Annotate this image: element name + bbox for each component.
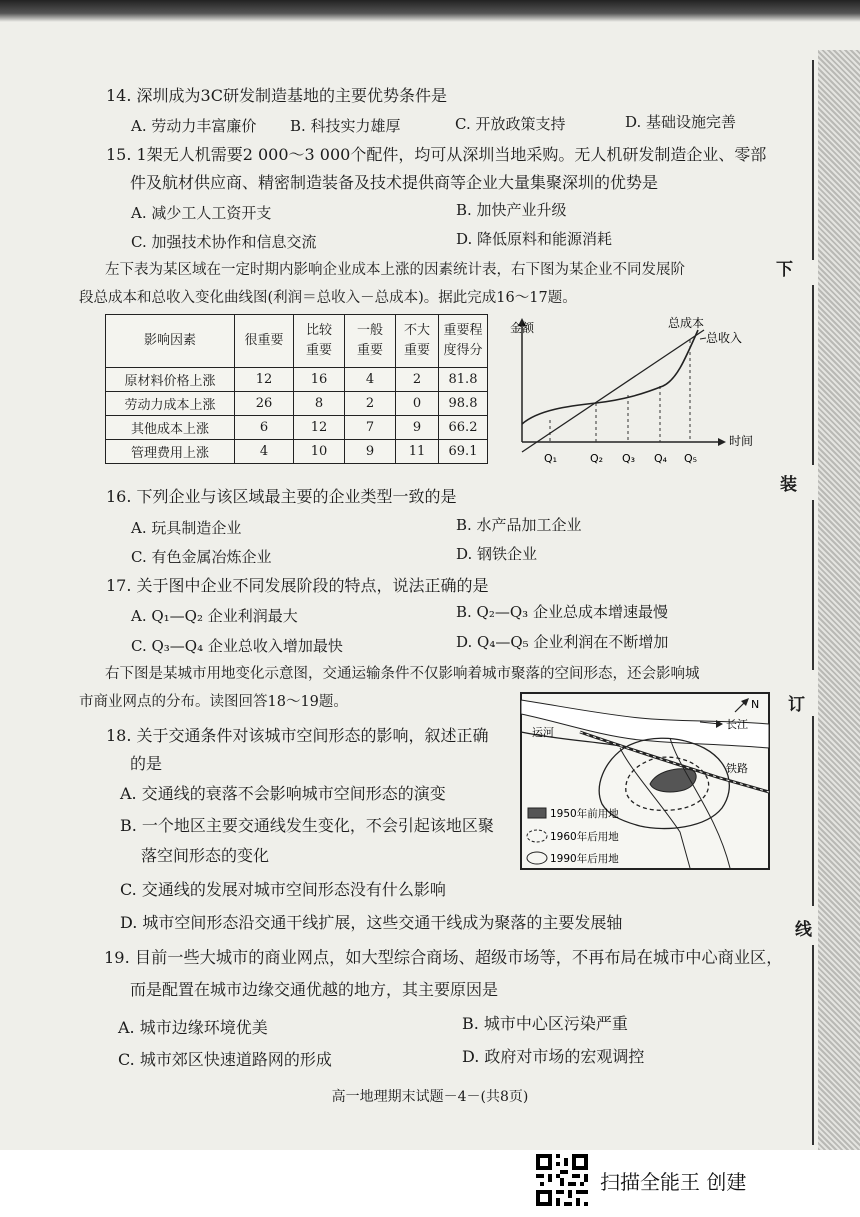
table-cell: 16 <box>294 368 345 392</box>
header-general-important <box>345 315 396 368</box>
table-cell: 原材料价格上涨 <box>106 368 235 392</box>
q18-option-a: A. 交通线的衰落不会影响城市空间形态的演变 <box>120 784 446 803</box>
binding-line <box>812 285 814 465</box>
table-cell: 12 <box>294 416 345 440</box>
table-cell: 66.2 <box>439 416 488 440</box>
binding-char-xia: 下 <box>776 260 793 280</box>
header-text: 影响因素 <box>143 333 196 348</box>
river-label: 长江 <box>726 718 748 731</box>
q15-option-d: D. 降低原料和能源消耗 <box>456 230 613 248</box>
x-axis-label: 时间 <box>729 434 754 448</box>
q18-option-b-line2: 落空间形态的变化 <box>141 846 270 865</box>
header-text: 重要 <box>356 343 383 358</box>
table-cell: 劳动力成本上涨 <box>106 392 235 416</box>
north-label: N <box>751 698 760 711</box>
table-cell: 2 <box>396 368 439 392</box>
q17-stem: 17. 关于图中企业不同发展阶段的特点，说法正确的是 <box>106 576 489 595</box>
legend-1950-swatch <box>528 808 546 818</box>
intro-16-17-line1: 左下表为某区域在一定时期内影响企业成本上涨的因素统计表，右下图为某企业不同发展阶 <box>105 262 685 278</box>
q15-option-c: C. 加强技术协作和信息交流 <box>131 233 317 251</box>
y-axis-label: 金额 <box>510 321 535 335</box>
q15-option-b: B. 加快产业升级 <box>456 201 567 219</box>
table-cell: 12 <box>235 368 294 392</box>
q14-option-a: A. 劳动力丰富廉价 <box>131 117 257 135</box>
q17-option-c: C. Q₃—Q₄ 企业总收入增加最快 <box>131 637 343 655</box>
binding-line <box>812 60 814 260</box>
cost-revenue-chart <box>508 312 768 472</box>
header-text: 重要 <box>305 343 332 358</box>
x-axis-arrow-icon <box>718 438 726 446</box>
q19-stem-line2: 而是配置在城市边缘交通优越的地方，其主要原因是 <box>130 980 499 999</box>
q15-stem-line1: 15. 1架无人机需要2 000～3 000个配件，均可从深圳当地采购。无人机研发制造企业、零部 <box>106 145 767 164</box>
table-row <box>106 416 488 440</box>
q14-option-c: C. 开放政策支持 <box>455 115 566 133</box>
binding-char-ding: 订 <box>788 695 805 715</box>
x-tick-label: Q₄ <box>654 452 668 465</box>
x-tick-label: Q₅ <box>684 452 698 465</box>
q18-stem-line1: 18. 关于交通条件对该城市空间形态的影响，叙述正确 <box>106 726 489 745</box>
legend-total-cost: 总成本 <box>668 316 705 330</box>
binding-margin-texture <box>818 50 860 1150</box>
table-row <box>106 392 488 416</box>
header-text: 比较 <box>305 323 332 338</box>
q18-stem-line2: 的是 <box>130 754 163 773</box>
x-tick-label: Q₃ <box>622 452 636 465</box>
cost-factor-table <box>105 314 488 464</box>
header-factor <box>106 315 235 368</box>
legend-1990-label: 1990年后用地 <box>550 853 619 865</box>
q19-stem-line1: 19. 目前一些大城市的商业网点，如大型综合商场、超级市场等，不再布局在城市中心商业区， <box>104 948 783 967</box>
x-tick-label: Q₂ <box>590 452 604 465</box>
legend-1960-label: 1960年后用地 <box>550 831 619 843</box>
canal-label: 运河 <box>532 726 554 739</box>
q16-stem: 16. 下列企业与该区域最主要的企业类型一致的是 <box>106 487 457 506</box>
q14-option-d: D. 基础设施完善 <box>625 113 737 131</box>
table-cell: 9 <box>396 416 439 440</box>
q17-option-a: A. Q₁—Q₂ 企业利润最大 <box>131 607 298 625</box>
q15-stem-line2: 件及航材供应商、精密制造装备及技术提供商等企业大量集聚深圳的优势是 <box>130 173 659 192</box>
city-landuse-map <box>520 692 770 870</box>
header-text: 重要程 <box>443 323 483 338</box>
table-cell: 2 <box>345 392 396 416</box>
q14-option-b: B. 科技实力雄厚 <box>290 117 401 135</box>
header-text: 度得分 <box>443 343 483 358</box>
table-cell: 6 <box>235 416 294 440</box>
table-row <box>106 440 488 464</box>
binding-line <box>812 500 814 670</box>
table-cell: 其他成本上涨 <box>106 416 235 440</box>
binding-line <box>812 716 814 906</box>
table-cell: 4 <box>235 440 294 464</box>
q17-option-b: B. Q₂—Q₃ 企业总成本增速最慢 <box>456 603 668 621</box>
table-cell: 98.8 <box>439 392 488 416</box>
table-cell: 69.1 <box>439 440 488 464</box>
table-cell: 11 <box>396 440 439 464</box>
header-text: 不大 <box>403 323 430 338</box>
q17-option-d: D. Q₄—Q₅ 企业利润在不断增加 <box>456 633 669 651</box>
q19-option-b: B. 城市中心区污染严重 <box>462 1014 628 1033</box>
table-cell: 81.8 <box>439 368 488 392</box>
binding-line <box>812 945 814 1145</box>
header-text: 很重要 <box>244 333 284 348</box>
intro-18-19-line1: 右下图是某城市用地变化示意图，交通运输条件不仅影响着城市聚落的空间形态，还会影响城 <box>105 666 700 682</box>
q18-option-b-line1: B. 一个地区主要交通线发生变化，不会引起该地区聚 <box>120 816 494 835</box>
q14-stem: 14. 深圳成为3C研发制造基地的主要优势条件是 <box>106 86 447 105</box>
intro-16-17-line2: 段总成本和总收入变化曲线图(利润＝总收入－总成本)。据此完成16～17题。 <box>79 290 577 306</box>
table-cell: 8 <box>294 392 345 416</box>
q15-option-a: A. 减少工人工资开支 <box>131 204 272 222</box>
header-not-important <box>396 315 439 368</box>
scan-top-shadow <box>0 0 860 22</box>
header-text: 一般 <box>356 323 383 338</box>
series-total-cost-line <box>522 330 698 424</box>
header-fairly-important <box>294 315 345 368</box>
header-score <box>439 315 488 368</box>
railway-label: 铁路 <box>726 762 748 775</box>
table-header-row <box>106 315 488 368</box>
table-cell: 4 <box>345 368 396 392</box>
table-row <box>106 368 488 392</box>
table-cell: 0 <box>396 392 439 416</box>
table-cell: 26 <box>235 392 294 416</box>
table-cell: 7 <box>345 416 396 440</box>
header-very-important <box>235 315 294 368</box>
header-text: 重要 <box>403 343 430 358</box>
q18-option-d: D. 城市空间形态沿交通干线扩展，这些交通干线成为聚落的主要发展轴 <box>120 913 623 932</box>
qr-code-icon <box>536 1154 588 1206</box>
q18-option-c: C. 交通线的发展对城市空间形态没有什么影响 <box>120 880 446 899</box>
q19-option-a: A. 城市边缘环境优美 <box>118 1018 268 1037</box>
q16-option-a: A. 玩具制造企业 <box>131 519 242 537</box>
q19-option-d: D. 政府对市场的宏观调控 <box>462 1047 645 1066</box>
q16-option-d: D. 钢铁企业 <box>456 545 538 563</box>
x-tick-label: Q₁ <box>544 452 558 465</box>
page-footer: 高一地理期末试题－4－(共8页) <box>331 1089 529 1105</box>
legend-1950-label: 1950年前用地 <box>550 808 619 820</box>
table-cell: 9 <box>345 440 396 464</box>
q16-option-c: C. 有色金属冶炼企业 <box>131 548 272 566</box>
q19-option-c: C. 城市郊区快速道路网的形成 <box>118 1050 332 1069</box>
series-total-revenue-line <box>522 330 704 452</box>
binding-char-xian: 线 <box>795 920 812 940</box>
scanner-watermark: 扫描全能王 创建 <box>600 1170 747 1194</box>
table-cell: 10 <box>294 440 345 464</box>
intro-18-19-line2: 市商业网点的分布。读图回答18～19题。 <box>79 694 348 710</box>
legend-total-revenue: 总收入 <box>706 331 743 345</box>
binding-char-zhuang: 装 <box>780 475 797 495</box>
q16-option-b: B. 水产品加工企业 <box>456 516 582 534</box>
table-cell: 管理费用上涨 <box>106 440 235 464</box>
